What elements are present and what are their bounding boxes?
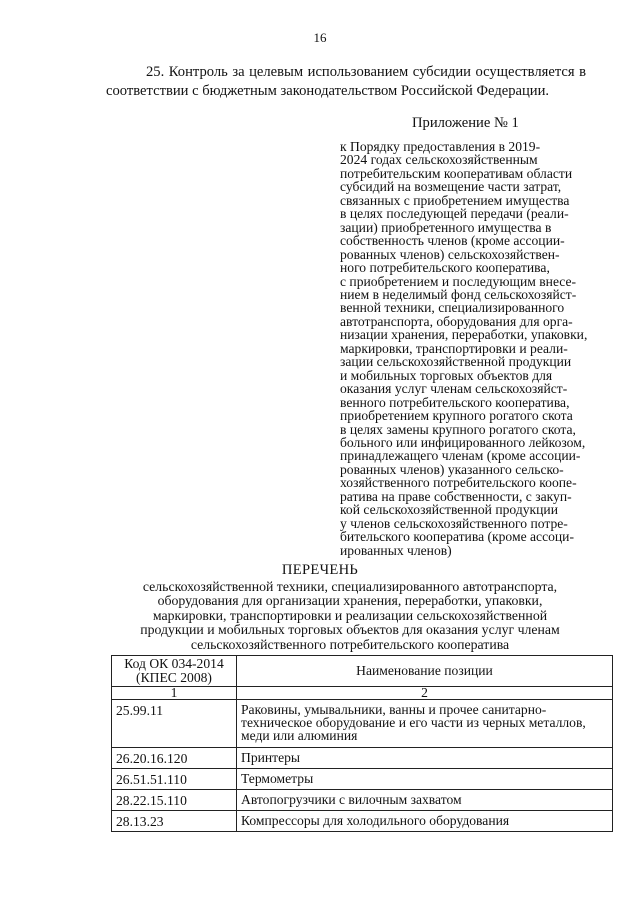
header-name: Наименование позиции	[237, 656, 613, 687]
table-row	[112, 790, 613, 811]
row-code: 28.22.15.110	[112, 790, 237, 811]
header-code: Код ОК 034-2014 (КПЕС 2008)	[112, 656, 237, 687]
paragraph-25: 25. Контроль за целевым использованием субсидии осуществляется в соответствии с бюджетным законодательством Российской Федерации.	[106, 64, 586, 99]
table-row	[112, 811, 613, 832]
annex-reference-text: к Порядку предоставления в 2019- 2024 годах сельскохозяйственным потребительским кооперативам области субсидий на возмещение части затрат, связанных с приобретением имущества в целях последующей передачи (реали- зации) приобретенного имущества в собственность членов (кроме ассоции- рованных членов) сельскохозяйствен- ного потребительского кооператива, с приобретением и последующим внесе- нием в неделимый фонд сельскохозяйст- венной техники, специализированного автотранспорта, оборудования для орга- низации хранения, переработки, упаковки, маркировки, транспортировки и реали- зации сельскохозяйственной продукции и мобильных торговых объектов для оказания услуг членам сельскохозяйст- венного потребительского кооператива, приобретением крупного рогатого скота в целях замены крупного рогатого скота, больного или инфицированного лейкозом, принадлежащего членам (кроме ассоции- рованных членов) указанного сельско- хозяйственного потребительского коопе- ратива на праве собственности, с закуп- кой сельскохозяйственной продукции у членов сельскохозяйственного потре- бительского кооператива (кроме ассоци- ированных членов)	[340, 139, 588, 558]
row-name: Автопогрузчики с вилочным захватом	[237, 790, 613, 811]
row-code: 26.20.16.120	[112, 748, 237, 769]
annex-title: Приложение № 1	[412, 115, 519, 131]
list-title: ПЕРЕЧЕНЬ	[281, 562, 359, 578]
table-header-row	[112, 656, 613, 687]
row-name: Раковины, умывальники, ванны и прочее санитарно-техническое оборудование и его части из черных металлов, меди или алюминия	[237, 700, 613, 748]
page-number: 16	[313, 30, 327, 45]
row-name: Компрессоры для холодильного оборудования	[237, 811, 613, 832]
row-code: 28.13.23	[112, 811, 237, 832]
column-number-row	[112, 687, 613, 700]
table-row	[112, 700, 613, 748]
table-row	[112, 748, 613, 769]
list-subtitle: сельскохозяйственной техники, специализированного автотранспорта, оборудования для организации хранения, переработки, упаковки, маркировки, транспортировки и реализации сельскохозяйственной продукции и мобильных торговых объектов для оказания услуг членам сельскохозяйственного потребительского кооператива	[140, 579, 560, 652]
row-code: 26.51.51.110	[112, 769, 237, 790]
row-name: Принтеры	[237, 748, 613, 769]
row-code: 25.99.11	[112, 700, 237, 748]
column-number-1: 1	[112, 687, 237, 700]
row-name: Термометры	[237, 769, 613, 790]
table-row	[112, 769, 613, 790]
positions-table	[111, 655, 613, 832]
column-number-2: 2	[237, 687, 613, 700]
